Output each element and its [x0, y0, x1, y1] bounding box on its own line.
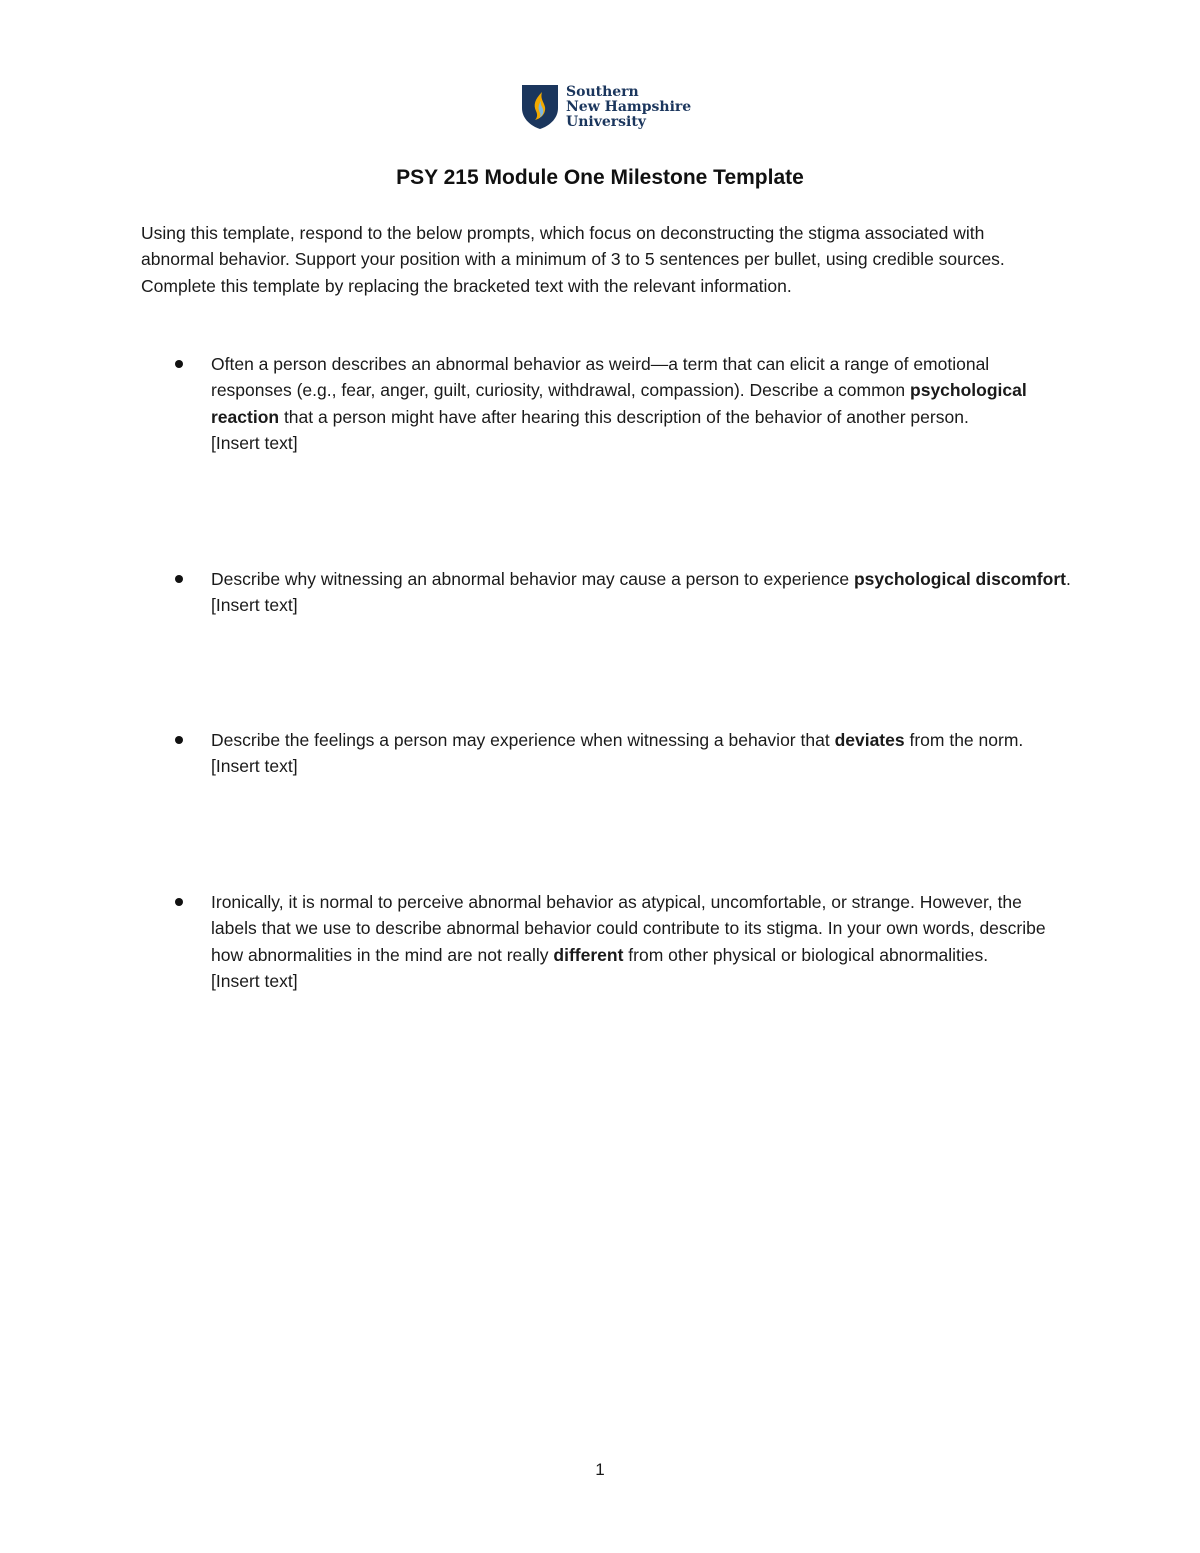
- bullet-icon: [175, 898, 183, 906]
- document-title: PSY 215 Module One Milestone Template: [396, 166, 804, 189]
- page-number: 1: [595, 1460, 605, 1479]
- prompt-keyword-3: deviates: [834, 730, 905, 750]
- logo-line-2: New Hampshire: [566, 99, 692, 115]
- logo-line-1: Southern: [566, 84, 639, 100]
- prompt-text-3: Describe the feelings a person may experience when witnessing a behavior that deviates from the norm.: [211, 730, 1024, 750]
- university-logo: [521, 84, 691, 130]
- bullet-icon: [175, 736, 183, 744]
- insert-text-placeholder-4[interactable]: [Insert text]: [211, 970, 298, 991]
- intro-paragraph: Using this template, respond to the below prompts, which focus on deconstructing the stigma associated with abnormal behavior. Support your position with a minimum of 3 to 5 sentences per bullet, using credible sources. Complete this template by replacing the bracketed text with the relevant information.: [141, 223, 1005, 296]
- logo-line-3: University: [566, 114, 646, 130]
- prompt-text-2: Describe why witnessing an abnormal behavior may cause a person to experience psychological discomfort.: [211, 569, 1071, 589]
- bullet-icon: [175, 360, 183, 368]
- prompt-text-1: Often a person describes an abnormal behavior as weird—a term that can elicit a range of emotional responses (e.g., fear, anger, guilt, curiosity, withdrawal, compassion). Describe a common psychological reaction that a person might have after hearing this description of the behavior of another person.: [211, 354, 1027, 427]
- shield-flame-icon: [521, 84, 559, 130]
- insert-text-placeholder-1[interactable]: [Insert text]: [211, 432, 298, 453]
- prompt-text-4: Ironically, it is normal to perceive abnormal behavior as atypical, uncomfortable, or strange. However, the labels that we use to describe abnormal behavior could contribute to its stigma. In your own words, describe how abnormalities in the mind are not really different from other physical or biological abnormalities.: [211, 892, 1046, 965]
- insert-text-placeholder-2[interactable]: [Insert text]: [211, 595, 298, 616]
- bullet-icon: [175, 575, 183, 583]
- prompt-keyword-2: psychological discomfort: [853, 569, 1066, 589]
- prompt-keyword-4: different: [553, 944, 624, 965]
- prompt-keyword-1: psychological reaction: [211, 380, 1027, 427]
- insert-text-placeholder-3[interactable]: [Insert text]: [211, 756, 298, 777]
- logo-wordmark: [566, 84, 691, 130]
